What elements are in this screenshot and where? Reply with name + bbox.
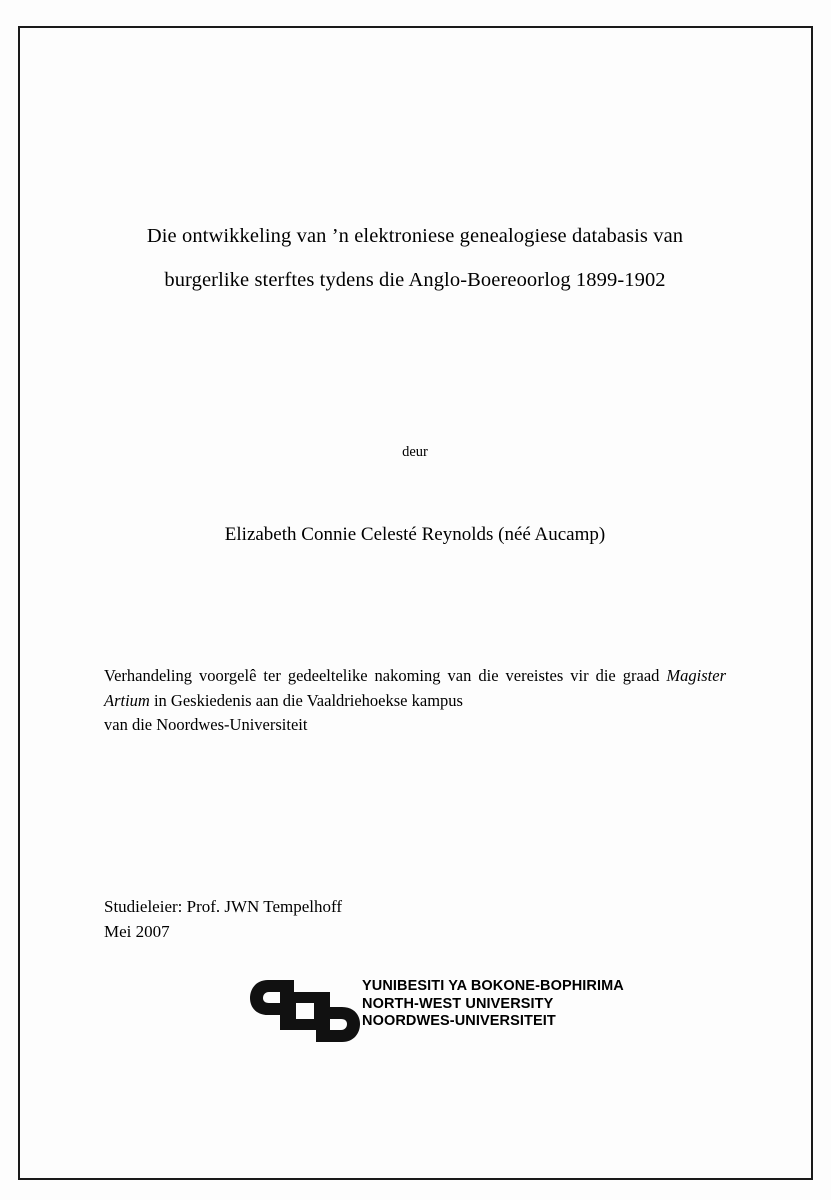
logo-text: [362, 978, 624, 1031]
page-content: [100, 26, 730, 1180]
logo-line-1: YUNIBESITI YA BOKONE-BOPHIRIMA: [362, 978, 624, 994]
degree-statement: [104, 664, 726, 738]
statement-line-3: van die Noordwes-Universiteit: [104, 715, 308, 734]
degree-name: Magister Artium: [104, 666, 726, 710]
supervisor-block: [104, 894, 604, 944]
page-title: [100, 214, 730, 302]
logo-line-2: NORTH-WEST UNIVERSITY: [362, 995, 554, 1012]
nwu-logo-icon: [250, 976, 360, 1046]
logo-line-3: NOORDWES-UNIVERSITEIT: [362, 1013, 556, 1029]
title-line-1: Die ontwikkeling van ’n elektroniese genealogiese databasis van: [146, 225, 684, 247]
by-word: deur: [402, 444, 428, 460]
university-logo: [250, 974, 650, 1048]
supervisor-name: Studieleier: Prof. JWN Tempelhoff: [104, 897, 343, 916]
submission-date: Mei 2007: [104, 922, 170, 941]
statement-part-2: in Geskiedenis aan die Vaaldriehoekse kampus: [149, 690, 463, 710]
author-name: Elizabeth Connie Celesté Reynolds (néé Aucamp): [224, 524, 606, 545]
title-line-2: burgerlike sterftes tydens die Anglo-Boereoorlog 1899-1902: [164, 269, 666, 291]
statement-part-1: Verhandeling voorgelê ter gedeeltelike nakoming van die vereistes vir die graad: [104, 666, 667, 685]
